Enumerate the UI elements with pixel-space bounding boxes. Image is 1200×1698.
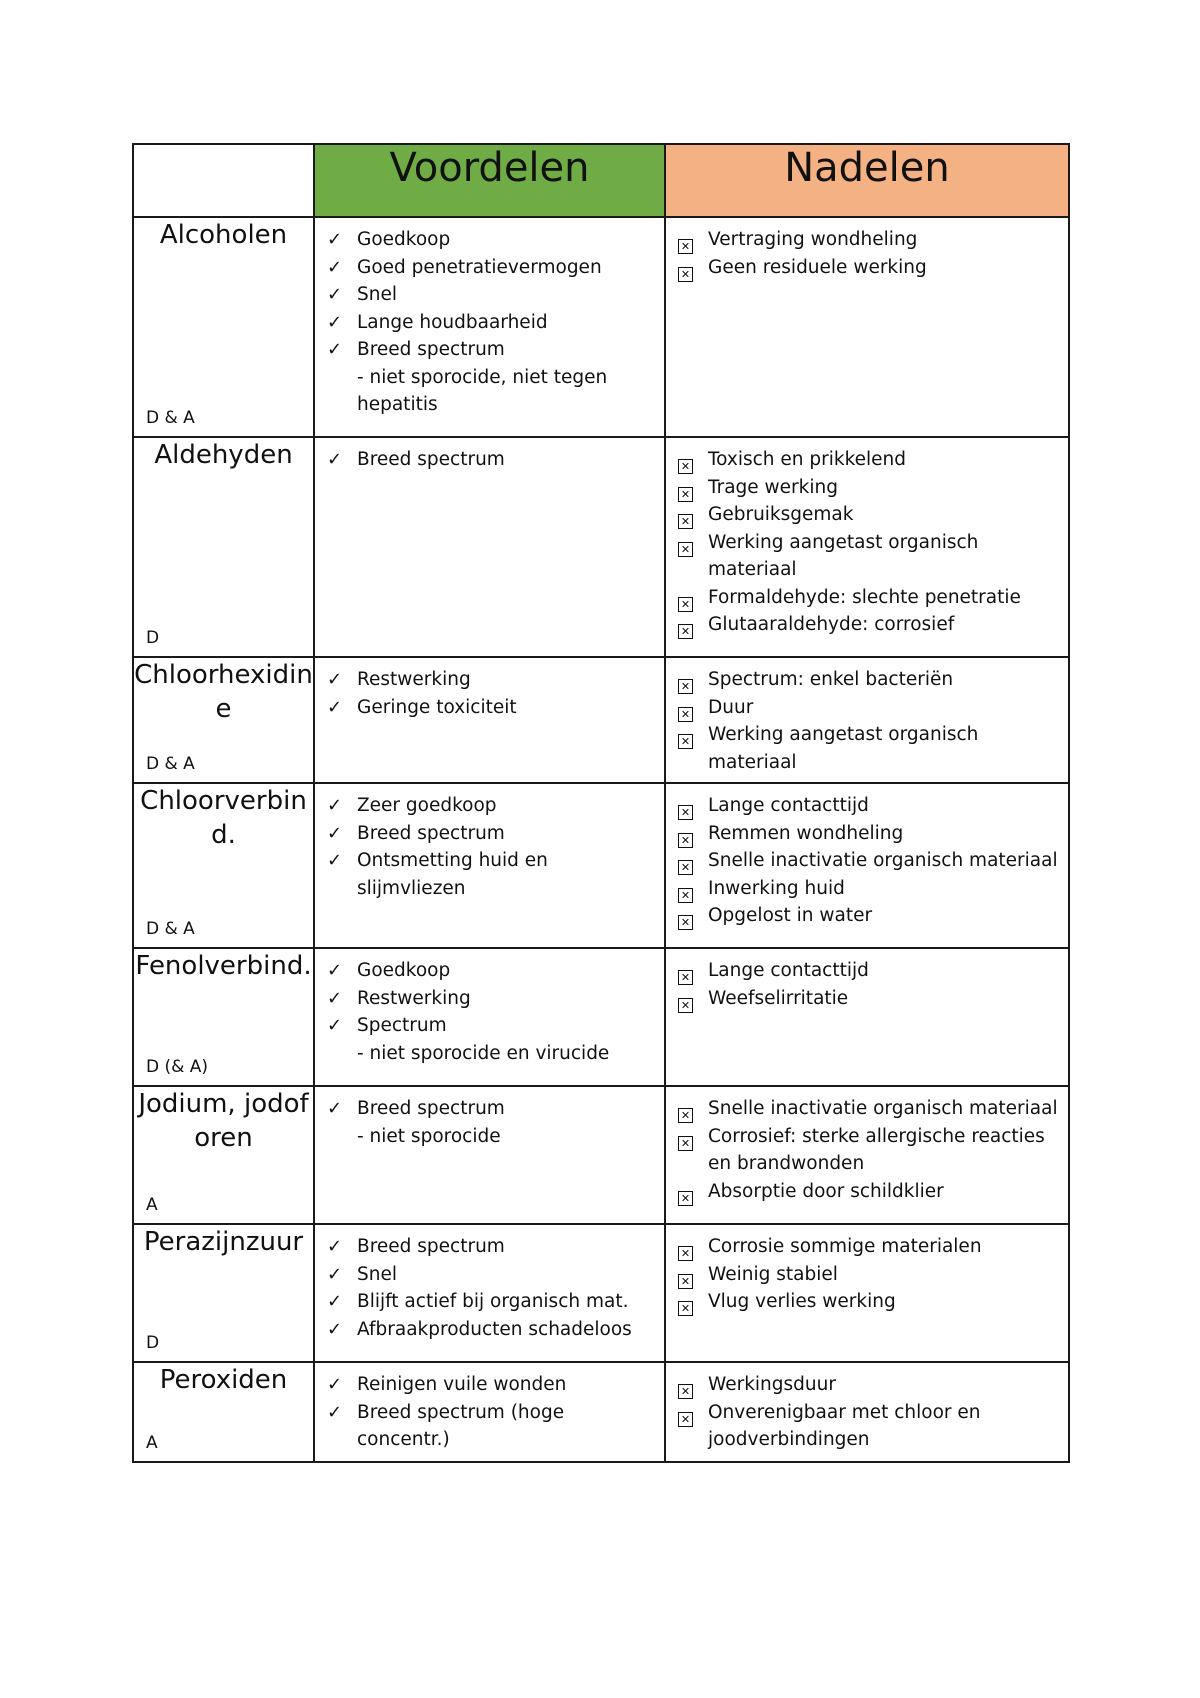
list-item-text: Snelle inactivatie organisch materiaal bbox=[708, 850, 1058, 871]
check-icon: ✓ bbox=[327, 1318, 343, 1340]
voordelen-cell bbox=[314, 437, 665, 657]
checkbox-x-icon: ✕ bbox=[678, 487, 693, 502]
list-item-text: Snel bbox=[357, 1263, 397, 1285]
list-item-text: Werking aangetast organisch materiaal bbox=[708, 724, 979, 773]
header-nadelen: Nadelen bbox=[665, 144, 1069, 217]
list-item-text: Goedkoop bbox=[357, 960, 451, 981]
check-icon: ✓ bbox=[327, 449, 343, 470]
list-item-text: Absorptie door schildklier bbox=[708, 1180, 944, 1202]
substance-cell bbox=[133, 437, 314, 657]
voordelen-cell bbox=[314, 1086, 665, 1224]
voordelen-cell bbox=[314, 657, 665, 783]
list-item-text: Corrosie sommige materialen bbox=[708, 1236, 982, 1257]
list-item bbox=[327, 847, 654, 902]
list-item-text: Formaldehyde: slechte penetratie bbox=[708, 586, 1021, 608]
usage-code: A bbox=[146, 1433, 158, 1453]
list-item bbox=[678, 1178, 1058, 1206]
header-blank-cell bbox=[133, 144, 314, 217]
check-icon: ✓ bbox=[327, 229, 343, 250]
list-item-text: Inwerking huid bbox=[708, 877, 845, 899]
table-row bbox=[133, 783, 1069, 948]
list-item bbox=[327, 1288, 654, 1316]
table-row bbox=[133, 217, 1069, 437]
check-icon: ✓ bbox=[327, 256, 343, 278]
list-item bbox=[327, 694, 654, 722]
nadelen-cell bbox=[665, 217, 1069, 437]
list-item bbox=[327, 1371, 654, 1399]
checkbox-x-icon: ✕ bbox=[678, 915, 693, 930]
check-icon: ✓ bbox=[327, 960, 343, 981]
voordelen-cell bbox=[314, 217, 665, 437]
checkbox-x-icon: ✕ bbox=[678, 239, 693, 254]
substance-name: Chloorhexidine bbox=[134, 660, 313, 724]
substance-name: Jodium, jodoforen bbox=[138, 1089, 309, 1153]
list-item bbox=[327, 336, 654, 364]
nadelen-list bbox=[666, 438, 1068, 645]
nadelen-cell bbox=[665, 1224, 1069, 1362]
list-item bbox=[678, 820, 1058, 848]
list-item bbox=[678, 1095, 1058, 1123]
substance-cell bbox=[133, 783, 314, 948]
list-item bbox=[678, 529, 1058, 584]
checkbox-x-icon: ✕ bbox=[678, 833, 693, 848]
voordelen-list bbox=[315, 1363, 664, 1460]
list-item bbox=[678, 721, 1058, 776]
list-item bbox=[678, 1371, 1058, 1399]
table-row bbox=[133, 948, 1069, 1086]
checkbox-x-icon: ✕ bbox=[678, 514, 693, 529]
voordelen-cell bbox=[314, 1224, 665, 1362]
checkbox-x-icon: ✕ bbox=[678, 998, 693, 1013]
list-item bbox=[327, 309, 654, 337]
list-item-text: Glutaaraldehyde: corrosief bbox=[708, 614, 955, 635]
substance-cell bbox=[133, 217, 314, 437]
checkbox-x-icon: ✕ bbox=[678, 267, 693, 282]
list-item-text: Duur bbox=[708, 696, 754, 718]
checkbox-x-icon: ✕ bbox=[678, 1384, 693, 1399]
substance-cell bbox=[133, 657, 314, 783]
substance-cell bbox=[133, 1224, 314, 1362]
substance-name: Aldehyden bbox=[154, 440, 293, 470]
nadelen-list bbox=[666, 784, 1068, 936]
usage-code: A bbox=[146, 1195, 158, 1215]
voordelen-list bbox=[315, 658, 664, 727]
list-item-text: Werking aangetast organisch materiaal bbox=[708, 531, 979, 580]
list-item-text: Weinig stabiel bbox=[708, 1263, 838, 1285]
check-icon: ✓ bbox=[327, 696, 343, 718]
list-item bbox=[327, 1233, 654, 1261]
nadelen-list bbox=[666, 658, 1068, 782]
usage-code: D bbox=[146, 1333, 160, 1353]
list-item bbox=[678, 446, 1058, 474]
checkbox-x-icon: ✕ bbox=[678, 459, 693, 474]
substance-cell bbox=[133, 1362, 314, 1462]
substance-name: Alcoholen bbox=[159, 220, 288, 250]
list-item bbox=[678, 875, 1058, 903]
check-icon: ✓ bbox=[327, 1291, 343, 1312]
checkbox-x-icon: ✕ bbox=[678, 707, 693, 722]
check-icon: ✓ bbox=[327, 1374, 343, 1395]
pros-cons-table bbox=[132, 143, 1070, 1463]
list-item bbox=[327, 1399, 654, 1454]
voordelen-list bbox=[315, 949, 664, 1073]
checkbox-x-icon: ✕ bbox=[678, 860, 693, 875]
list-item-text: Weefselirritatie bbox=[708, 987, 849, 1009]
list-item-text: Spectrum: enkel bacteriën bbox=[708, 669, 954, 690]
nadelen-list bbox=[666, 1225, 1068, 1322]
list-item-text: Spectrum bbox=[357, 1015, 447, 1036]
list-item-text: Werkingsduur bbox=[708, 1374, 836, 1395]
list-item bbox=[678, 957, 1058, 985]
checkbox-x-icon: ✕ bbox=[678, 1246, 693, 1261]
usage-code: D & A bbox=[146, 919, 195, 939]
list-item-text: Ontsmetting huid en slijmvliezen bbox=[357, 850, 548, 899]
check-icon: ✓ bbox=[327, 850, 343, 871]
substance-name: Peroxiden bbox=[159, 1365, 288, 1395]
list-item-text: Snelle inactivatie organisch materiaal bbox=[708, 1098, 1058, 1119]
check-icon: ✓ bbox=[327, 1263, 343, 1285]
checkbox-x-icon: ✕ bbox=[678, 624, 693, 639]
substance-cell bbox=[133, 1086, 314, 1224]
list-item-text: Breed spectrum bbox=[357, 822, 505, 844]
list-item bbox=[327, 226, 654, 254]
list-item bbox=[678, 1123, 1058, 1178]
list-item bbox=[327, 446, 654, 474]
list-item-text: Lange houdbaarheid bbox=[357, 311, 548, 333]
list-item bbox=[678, 1288, 1058, 1316]
check-icon: ✓ bbox=[327, 669, 343, 690]
list-item-text: Snel bbox=[357, 284, 397, 305]
nadelen-list bbox=[666, 1363, 1068, 1460]
checkbox-x-icon: ✕ bbox=[678, 805, 693, 820]
voordelen-cell bbox=[314, 948, 665, 1086]
check-icon: ✓ bbox=[327, 339, 343, 360]
checkbox-x-icon: ✕ bbox=[678, 1136, 693, 1151]
list-item bbox=[678, 226, 1058, 254]
list-item-text: Reinigen vuile wonden bbox=[357, 1374, 567, 1395]
list-item-text: Breed spectrum (hoge concentr.) bbox=[357, 1401, 565, 1450]
voordelen-cell bbox=[314, 783, 665, 948]
nadelen-cell bbox=[665, 1086, 1069, 1224]
table-row bbox=[133, 1086, 1069, 1224]
usage-code: D & A bbox=[146, 408, 195, 428]
list-item bbox=[678, 1233, 1058, 1261]
checkbox-x-icon: ✕ bbox=[678, 888, 693, 903]
usage-code: D bbox=[146, 628, 160, 648]
list-item-text: Vertraging wondheling bbox=[708, 229, 918, 250]
list-item bbox=[327, 1261, 654, 1289]
list-item bbox=[678, 985, 1058, 1013]
list-item-text: Gebruiksgemak bbox=[708, 504, 854, 525]
substance-name: Fenolverbind. bbox=[135, 951, 312, 981]
list-item bbox=[678, 611, 1058, 639]
voordelen-list bbox=[315, 1225, 664, 1349]
list-item-text: Onverenigbaar met chloor en joodverbindingen bbox=[708, 1401, 981, 1450]
check-icon: ✓ bbox=[327, 822, 343, 844]
list-item bbox=[678, 584, 1058, 612]
table-row bbox=[133, 1224, 1069, 1362]
substance-name: Perazijnzuur bbox=[143, 1227, 304, 1257]
table-row bbox=[133, 1362, 1069, 1462]
voordelen-cell bbox=[314, 1362, 665, 1462]
list-item-text: Breed spectrum bbox=[357, 339, 505, 360]
list-item bbox=[678, 254, 1058, 282]
list-item bbox=[678, 694, 1058, 722]
list-item-text: Geringe toxiciteit bbox=[357, 696, 517, 718]
list-item-text: Geen residuele werking bbox=[708, 256, 927, 278]
list-item-note: - niet sporocide bbox=[357, 1125, 501, 1147]
nadelen-cell bbox=[665, 1362, 1069, 1462]
checkbox-x-icon: ✕ bbox=[678, 1412, 693, 1427]
list-item-text: Breed spectrum bbox=[357, 1236, 505, 1257]
nadelen-list bbox=[666, 218, 1068, 287]
check-icon: ✓ bbox=[327, 284, 343, 305]
list-item-text: Trage werking bbox=[708, 476, 838, 498]
substance-cell bbox=[133, 948, 314, 1086]
list-item-text: Zeer goedkoop bbox=[357, 795, 497, 816]
list-item bbox=[678, 1261, 1058, 1289]
list-item-text: Restwerking bbox=[357, 987, 471, 1009]
list-item-text: Lange contacttijd bbox=[708, 960, 869, 981]
list-item bbox=[678, 501, 1058, 529]
checkbox-x-icon: ✕ bbox=[678, 542, 693, 557]
list-item-text: Restwerking bbox=[357, 669, 471, 690]
list-item-note: - niet sporocide en virucide bbox=[357, 1042, 610, 1064]
checkbox-x-icon: ✕ bbox=[678, 679, 693, 694]
voordelen-list bbox=[315, 1087, 664, 1156]
substance-name: Chloorverbind. bbox=[140, 786, 307, 850]
checkbox-x-icon: ✕ bbox=[678, 1108, 693, 1123]
nadelen-cell bbox=[665, 948, 1069, 1086]
list-item bbox=[327, 1095, 654, 1123]
list-item-text: Remmen wondheling bbox=[708, 822, 904, 844]
list-item bbox=[678, 792, 1058, 820]
header-voordelen: Voordelen bbox=[314, 144, 665, 217]
list-item-text: Breed spectrum bbox=[357, 449, 505, 470]
table-row bbox=[133, 657, 1069, 783]
list-item bbox=[678, 847, 1058, 875]
usage-code: D (& A) bbox=[146, 1057, 209, 1077]
list-item-text: Corrosief: sterke allergische reacties en brandwonden bbox=[708, 1125, 1045, 1174]
list-item bbox=[327, 957, 654, 985]
nadelen-list bbox=[666, 1087, 1068, 1211]
list-item bbox=[327, 1316, 654, 1344]
list-item bbox=[678, 474, 1058, 502]
list-item bbox=[678, 666, 1058, 694]
checkbox-x-icon: ✕ bbox=[678, 734, 693, 749]
check-icon: ✓ bbox=[327, 1015, 343, 1036]
list-item-note: - niet sporocide, niet tegen hepatitis bbox=[357, 366, 608, 415]
checkbox-x-icon: ✕ bbox=[678, 970, 693, 985]
checkbox-x-icon: ✕ bbox=[678, 1301, 693, 1316]
list-item-text: Blijft actief bij organisch mat. bbox=[357, 1291, 629, 1312]
list-item bbox=[327, 254, 654, 282]
nadelen-list bbox=[666, 949, 1068, 1018]
usage-code: D & A bbox=[146, 754, 195, 774]
check-icon: ✓ bbox=[327, 1098, 343, 1119]
list-item-text: Lange contacttijd bbox=[708, 795, 869, 816]
list-item bbox=[678, 1399, 1058, 1454]
table-row bbox=[133, 437, 1069, 657]
checkbox-x-icon: ✕ bbox=[678, 1274, 693, 1289]
list-item bbox=[327, 985, 654, 1013]
list-item-text: Opgelost in water bbox=[708, 905, 873, 926]
nadelen-cell bbox=[665, 437, 1069, 657]
list-item-text: Breed spectrum bbox=[357, 1098, 505, 1119]
checkbox-x-icon: ✕ bbox=[678, 597, 693, 612]
check-icon: ✓ bbox=[327, 795, 343, 816]
check-icon: ✓ bbox=[327, 987, 343, 1009]
voordelen-list bbox=[315, 218, 664, 425]
nadelen-cell bbox=[665, 783, 1069, 948]
list-item-text: Afbraakproducten schadeloos bbox=[357, 1318, 632, 1340]
check-icon: ✓ bbox=[327, 1401, 343, 1423]
list-item-text: Toxisch en prikkelend bbox=[708, 449, 907, 470]
list-item bbox=[327, 1012, 654, 1040]
list-item-text: Goed penetratievermogen bbox=[357, 256, 602, 278]
list-item bbox=[327, 666, 654, 694]
list-item-text: Vlug verlies werking bbox=[708, 1291, 896, 1312]
checkbox-x-icon: ✕ bbox=[678, 1191, 693, 1206]
nadelen-cell bbox=[665, 657, 1069, 783]
list-item bbox=[327, 792, 654, 820]
list-item bbox=[678, 902, 1058, 930]
list-item-text: Goedkoop bbox=[357, 229, 451, 250]
list-item bbox=[327, 820, 654, 848]
check-icon: ✓ bbox=[327, 311, 343, 333]
list-item bbox=[327, 281, 654, 309]
voordelen-list bbox=[315, 784, 664, 908]
header-row bbox=[133, 144, 1069, 217]
voordelen-list bbox=[315, 438, 664, 480]
check-icon: ✓ bbox=[327, 1236, 343, 1257]
